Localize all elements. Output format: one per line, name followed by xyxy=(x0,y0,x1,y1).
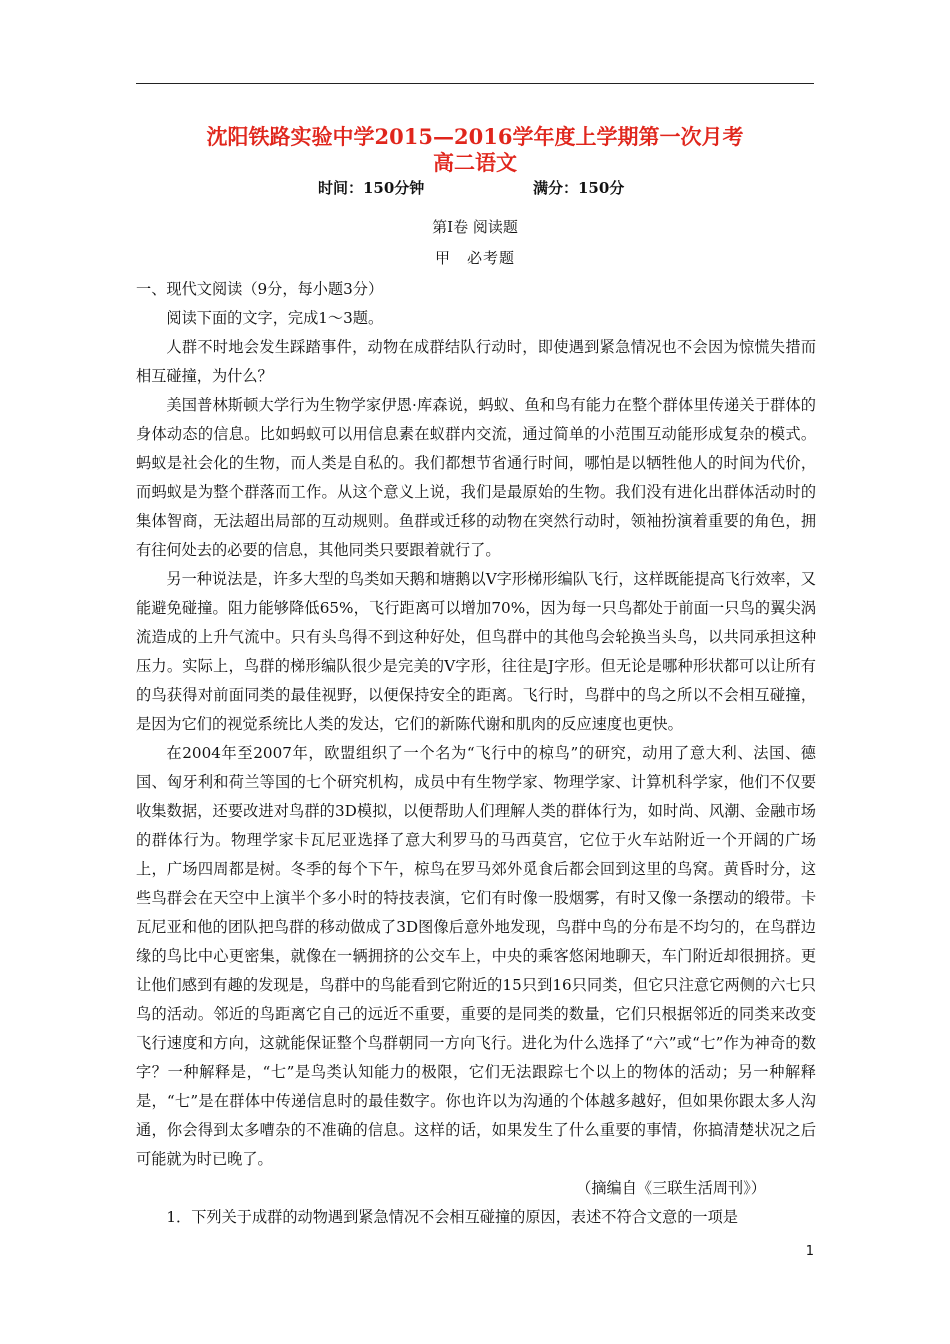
passage-paragraph: 美国普林斯顿大学行为生物学家伊恩·库森说，蚂蚁、鱼和鸟有能力在整个群体里传递关于群体的身体动态的信息。比如蚂蚁可以用信息素在蚁群内交流，通过简单的小范围互动能形成复杂的模式。蚂蚁是社会化的生物，而人类是自私的。我们都想节省通行时间，哪怕是以牺牲他人的时间为代价，而蚂蚁是为整个群落而工作。从这个意义上说，我们是最原始的生物。我们没有进化出群体活动时的集体智商，无法超出局部的互动规则。鱼群或迁移的动物在突然行动时，领袖扮演着重要的角色，拥有往何处去的必要的信息，其他同类只要跟着就行了。 xyxy=(136,396,816,559)
exam-subtitle: 高二语文 xyxy=(433,150,517,175)
passage-paragraph: 在2004年至2007年，欧盟组织了一个名为“飞行中的椋鸟”的研究，动用了意大利、法国、德国、匈牙利和荷兰等国的七个研究机构，成员中有生物学家、物理学家、计算机科学家，他们不仅要收集数据，还要改进对鸟群的3D模拟，以便帮助人们理解人类的群体行为，如时尚、风潮、金融市场的群体行为。物理学家卡瓦尼亚选择了意大利罗马的马西莫宫，它位于火车站附近一个开阔的广场上，广场四周都是树。冬季的每个下午，椋鸟在罗马郊外觅食后都会回到这里的鸟窝。黄昏时分，这些鸟群会在天空中上演半个多小时的特技表演，它们有时像一股烟雾，有时又像一条摆动的缎带。卡瓦尼亚和他的团队把鸟群的移动做成了3D图像后意外地发现，鸟群中鸟的分布是不均匀的，在鸟群边缘的鸟比中心更密集，就像在一辆拥挤的公交车上，中央的乘客悠闲地聊天，车门附近却很拥挤。更让他们感到有趣的发现是，鸟群中的鸟能看到它附近的15只到16只同类，但它只注意它两侧的六七只鸟的活动。邻近的鸟距离它自己的远近不重要，重要的是同类的数量，它们只根据邻近的同类来改变飞行速度和方向，这就能保证整个鸟群朝同一方向飞行。进化为什么选择了“六”或“七”作为神奇的数字？一种解释是，“七”是鸟类认知能力的极限，它们无法跟踪七个以上的物体的活动；另一种解释是，“七”是在群体中传递信息时的最佳数字。你也许以为沟通的个体越多越好，但如果你跟太多人沟通，你会得到太多嘈杂的不准确的信息。这样的话，如果发生了什么重要的事情，你搞清楚状况之后可能就为时已晚了。 xyxy=(136,744,816,1168)
exam-time: 时间：150分钟 xyxy=(318,179,425,197)
instruction: 阅读下面的文字，完成1～3题。 xyxy=(166,309,384,327)
question-1: 1．下列关于成群的动物遇到紧急情况不会相互碰撞的原因，表述不符合文意的一项是 xyxy=(166,1208,738,1226)
volume-heading: 第Ⅰ卷 阅读题 xyxy=(432,218,518,236)
reading-section xyxy=(136,275,816,1232)
exam-score: 满分：150分 xyxy=(533,179,625,197)
question-group-heading: 一、现代文阅读（9分，每小题3分） xyxy=(136,280,384,298)
passage-source: （摘编自《三联生活周刊》） xyxy=(576,1179,766,1197)
exam-title: 沈阳铁路实验中学2015—2016学年度上学期第一次月考 xyxy=(206,124,744,149)
header-rule xyxy=(136,83,814,84)
passage-paragraph: 人群不时地会发生踩踏事件，动物在成群结队行动时，即使遇到紧急情况也不会因为惊慌失措而相互碰撞，为什么？ xyxy=(136,338,816,385)
passage-paragraph: 另一种说法是，许多大型的鸟类如天鹅和塘鹅以V字形梯形编队飞行，这样既能提高飞行效率，又能避免碰撞。阻力能够降低65%，飞行距离可以增加70%，因为每一只鸟都处于前面一只鸟的翼尖涡流造成的上升气流中。只有头鸟得不到这种好处，但鸟群中的其他鸟会轮换当头鸟，以共同承担这种压力。实际上，鸟群的梯形编队很少是完美的V字形，往往是J字形。但无论是哪种形状都可以让所有的鸟获得对前面同类的最佳视野，以便保持安全的距离。飞行时，鸟群中的鸟之所以不会相互碰撞，是因为它们的视觉系统比人类的发达，它们的新陈代谢和肌肉的反应速度也更快。 xyxy=(136,570,816,733)
exam-meta xyxy=(136,177,814,199)
page-number: 1 xyxy=(805,1244,814,1259)
part-heading: 甲 必考题 xyxy=(434,249,515,267)
